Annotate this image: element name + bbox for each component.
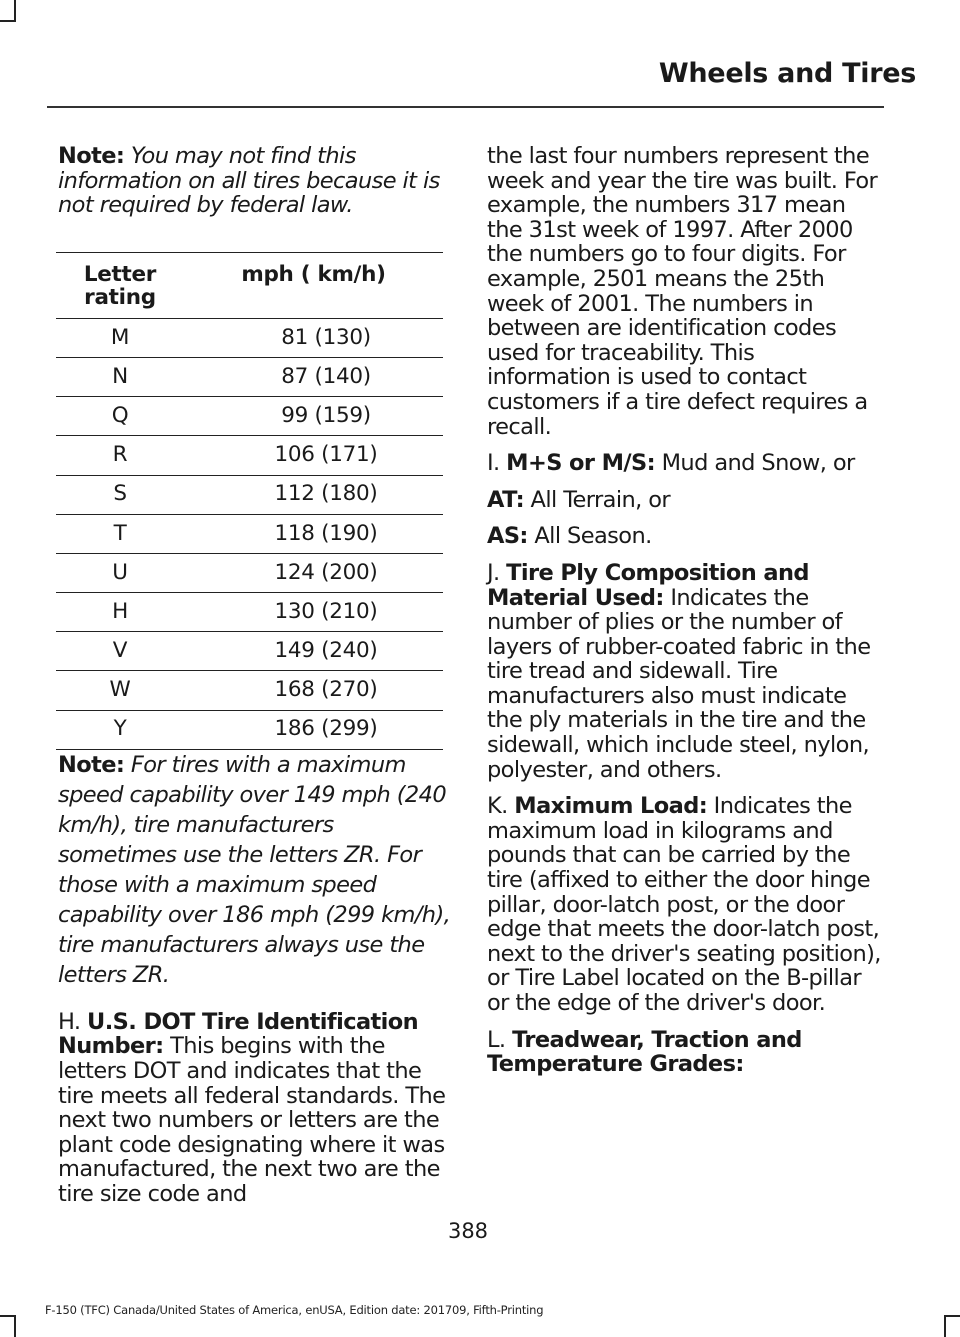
speed-cell: 124 (200) (184, 553, 443, 592)
speed-cell: 118 (190) (184, 514, 443, 553)
crop-mark (0, 1315, 16, 1317)
right-column (487, 144, 882, 1089)
section-prefix: H. (58, 1008, 81, 1035)
section-heading: M+S or M/S: (506, 450, 656, 477)
letter-rating-cell: S (56, 475, 184, 514)
section-text: Indicates the maximum load in kilograms and pounds that can be carried by the tire (affixed to either the door hinge pillar, door-latch post, or the door edge that meets the door-latch post, next to the driver's seating position), or Tire Label located on the B-pillar or the edge of the driver's door. (487, 793, 881, 1016)
section-text: Indicates the number of plies or the number of layers of rubber-coated fabric in the tire tread and sidewall. Tire manufacturers also must indicate the ply materials in the tire and the sidewall, which include steel, nylon, polyester, and others. (487, 584, 871, 783)
section-prefix: I. (487, 450, 500, 477)
table-row (56, 553, 443, 592)
speed-cell: 186 (299) (274, 716, 378, 742)
section-text: All Season. (534, 523, 652, 550)
page-title: Wheels and Tires (658, 58, 916, 89)
all-terrain-item (487, 488, 882, 513)
all-season-item (487, 524, 882, 549)
speed-rating-table (56, 252, 443, 749)
table-row (56, 318, 443, 357)
section-l (487, 1028, 882, 1077)
letter-rating-cell: Y (113, 716, 127, 742)
column-header-letter-rating: Letter rating (56, 252, 184, 318)
letter-rating-cell: H (56, 593, 184, 632)
crop-mark (0, 20, 16, 22)
section-prefix: K. (487, 793, 508, 820)
section-prefix: L. (487, 1026, 506, 1053)
letter-rating-cell: W (56, 671, 184, 710)
table-row (56, 475, 443, 514)
section-text: Mud and Snow, or (661, 450, 855, 477)
page-number: 388 (447, 1219, 489, 1243)
section-i (487, 451, 882, 476)
table-body (56, 318, 443, 749)
section-heading: Treadwear, Traction and Temperature Grades: (487, 1026, 802, 1078)
table-row (56, 593, 443, 632)
section-heading: U.S. DOT Tire Identification Number: (58, 1008, 419, 1060)
speed-cell: 149 (240) (184, 632, 443, 671)
section-heading: AS: (487, 523, 528, 550)
table-row (56, 671, 443, 710)
speed-cell: 112 (180) (184, 475, 443, 514)
speed-cell: 87 (140) (184, 357, 443, 396)
table-row (56, 632, 443, 671)
letter-rating-cell: R (56, 436, 184, 475)
section-heading: Tire Ply Composition and Material Used: (487, 559, 809, 611)
speed-cell: 99 (159) (184, 397, 443, 436)
section-heading: AT: (487, 486, 524, 513)
left-column (58, 144, 453, 1219)
letter-rating-cell: V (56, 632, 184, 671)
footer-edition-info: F-150 (TFC) Canada/United States of America, enUSA, Edition date: 201709, Fifth-Printing (45, 1303, 544, 1317)
note-label: Note: (58, 751, 125, 778)
speed-cell: 81 (130) (184, 318, 443, 357)
table-row (56, 397, 443, 436)
title-divider (47, 106, 884, 108)
letter-rating-cell: T (56, 514, 184, 553)
section-heading: Maximum Load: (514, 793, 708, 820)
section-prefix: J. (487, 559, 500, 586)
note-paragraph (58, 750, 453, 990)
crop-mark (14, 0, 16, 22)
section-text: This begins with the letters DOT and indicates that the tire meets all federal standards. The next two numbers or letters are the plant code designating where it was manufactured, the next two are the tire size code and (58, 1033, 446, 1207)
table-row (56, 436, 443, 475)
continuation-paragraph: the last four numbers represent the week and year the tire was built. For example, the numbers 317 mean the 31st week of 1997. After 2000 the numbers go to four digits. For example, 2501 means the 25th week of 2001. The numbers in between are identification codes used for traceability. This information is used to contact customers if a tire defect requires a recall. (487, 143, 878, 440)
crop-mark (14, 1315, 16, 1337)
note-text: You may not find this information on all tires because it is not required by federal law. (58, 143, 440, 219)
crop-mark (944, 1315, 946, 1337)
speed-cell: 106 (171) (184, 436, 443, 475)
speed-cell: 168 (270) (184, 671, 443, 710)
crop-mark (944, 1315, 960, 1317)
section-h (58, 1010, 453, 1207)
section-j (487, 561, 882, 782)
speed-cell: 130 (210) (184, 593, 443, 632)
table-row (56, 357, 443, 396)
note-label: Note: (58, 143, 125, 169)
note-paragraph (58, 144, 453, 218)
table-header-row (56, 252, 443, 318)
section-text: All Terrain, or (530, 486, 671, 513)
table-row (56, 710, 443, 749)
letter-rating-cell: N (56, 357, 184, 396)
letter-rating-cell: Q (56, 397, 184, 436)
letter-rating-cell: U (56, 553, 184, 592)
letter-rating-cell: M (56, 318, 184, 357)
note-text: For tires with a maximum speed capability over 149 mph (240 km/h), tire manufacturers sometimes use the letters ZR. For those with a maximum speed capability over 186 mph (299 km/h), tire manufacturers always use the letters ZR. (58, 751, 451, 988)
section-k (487, 794, 882, 1015)
table-row (56, 514, 443, 553)
column-header-speed: mph ( km/h) (184, 252, 443, 318)
